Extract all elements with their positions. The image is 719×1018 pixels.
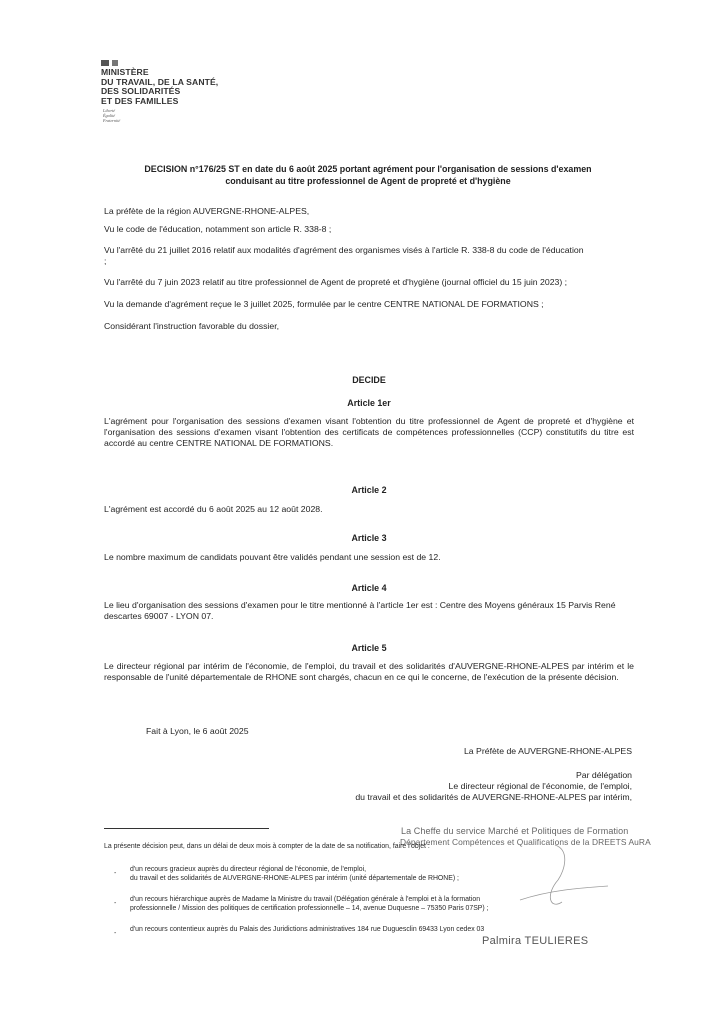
republic-motto	[103, 108, 120, 123]
article-1-text: L'agrément pour l'organisation des sessions d'examen visant l'obtention du titre professionnel de Agent de propreté et d'hygiène et l'organisation des sessions d'examen visant l'obtention des certificats de compétences professionnelles (CCP) constitutifs du titre est accordé au centre CENTRE NATIONAL DE FORMATIONS.	[104, 416, 634, 449]
article-5-text: Le directeur régional par intérim de l'économie, de l'emploi, du travail et des solidarités d'AUVERGNE-RHONE-ALPES par intérim et le responsable de l'unité départementale de RHONE sont chargés, chacun en ce qui le concerne, de l'exécution de la présente décision.	[104, 661, 634, 683]
ministry-line: ET DES FAMILLES	[101, 95, 179, 106]
appeal-line: du travail et des solidarités de AUVERGNE-RHONE-ALPES par intérim (unité départementale de RHONE) ;	[130, 875, 459, 882]
motto-line: Liberté	[103, 108, 116, 113]
appeal-line: d'un recours hiérarchique auprès de Madame la Ministre du travail (Délégation générale à l'emploi et à la formation	[130, 896, 481, 903]
signer-title-line-2: du travail et des solidarités de AUVERGNE-RHONE-ALPES par intérim,	[355, 792, 632, 802]
appeal-line: professionnelle / Mission des politiques de certification professionnelle – 14, avenue Duquesne – 75350 Paris 07SP) ;	[130, 905, 489, 912]
preamble-considerant: Considérant l'instruction favorable du dossier,	[104, 321, 280, 331]
appeal-intro: La présente décision peut, dans un délai de deux mois à compter de la date de sa notification, faire l'objet :	[104, 843, 430, 850]
preamble-arrete-2023: Vu l'arrêté du 7 juin 2023 relatif au titre professionnel de Agent de propreté et d'hygiène (journal officiel du 15 juin 2023) ;	[104, 277, 568, 287]
appeal-dash: -	[114, 870, 117, 877]
article-4-text: Le lieu d'organisation des sessions d'examen pour le titre mentionné à l'article 1er est : Centre des Moyens généraux 15 Parvis René descartes 69007 - LYON 07.	[104, 600, 616, 622]
article-3-heading: Article 3	[351, 533, 387, 543]
document-title	[104, 164, 632, 187]
appeal-gracieux	[130, 865, 459, 883]
stamp-line-1: La Cheffe du service Marché et Politiques de Formation	[401, 826, 629, 836]
article-5-heading: Article 5	[351, 643, 387, 653]
appeal-hierarchique	[130, 895, 489, 913]
article-4-heading: Article 4	[351, 583, 387, 593]
signing-authority: La Préfète de AUVERGNE-RHONE-ALPES	[463, 746, 632, 756]
ministry-name	[101, 68, 218, 106]
signer-title-line-1: Le directeur régional de l'économie, de l'emploi,	[448, 781, 632, 791]
article-1-heading: Article 1er	[347, 398, 391, 408]
ministry-line: DU TRAVAIL, DE LA SANTÉ,	[101, 76, 219, 87]
article-3-text: Le nombre maximum de candidats pouvant être validés pendant une session est de 12.	[104, 552, 441, 562]
ministry-line: MINISTÈRE	[101, 67, 149, 77]
preamble-arrete-2016: Vu l'arrêté du 21 juillet 2016 relatif aux modalités d'agrément des organismes visés à l'article R. 338-8 du code de l'éducation ;	[104, 245, 584, 267]
article-2-text: L'agrément est accordé du 6 août 2025 au 12 août 2028.	[104, 504, 323, 514]
footer-divider	[104, 828, 269, 829]
appeal-line: d'un recours contentieux auprès du Palais des Juridictions administratives 184 rue Duguesclin 69433 Lyon cedex 03	[130, 926, 485, 933]
title-line-2: conduisant au titre professionnel de Agent de propreté et d'hygiène	[225, 175, 511, 186]
motto-line: Fraternité	[103, 118, 121, 123]
delegation-label: Par délégation	[575, 770, 632, 780]
decide-heading: DECIDE	[352, 375, 386, 385]
place-and-date: Fait à Lyon, le 6 août 2025	[146, 726, 249, 736]
preamble-prefete: La préfète de la région AUVERGNE-RHONE-ALPES,	[104, 206, 310, 216]
motto-line: Égalité	[103, 113, 116, 118]
title-line-1: DECISION n°176/25 ST en date du 6 août 2025 portant agrément pour l'organisation de sessions d'examen	[144, 164, 592, 174]
preamble-demande: Vu la demande d'agrément reçue le 3 juillet 2025, formulée par le centre CENTRE NATIONAL DE FORMATIONS ;	[104, 299, 544, 309]
handwritten-signature-icon	[500, 840, 610, 930]
republique-francaise-logo-icon	[101, 60, 118, 66]
appeal-line: d'un recours gracieux auprès du directeur régional de l'économie, de l'emploi,	[130, 866, 367, 873]
signer-name: Palmira TEULIERES	[482, 935, 589, 947]
article-2-heading: Article 2	[351, 485, 387, 495]
preamble-code-education: Vu le code de l'éducation, notamment son article R. 338-8 ;	[104, 224, 332, 234]
appeal-dash: -	[114, 900, 117, 907]
appeal-dash: -	[114, 930, 117, 937]
ministry-line: DES SOLIDARITÉS	[101, 86, 181, 97]
appeal-contentieux	[130, 925, 484, 934]
stamp-line-2: Département Compétences et Qualifications de la DREETS AuRA	[400, 837, 651, 847]
